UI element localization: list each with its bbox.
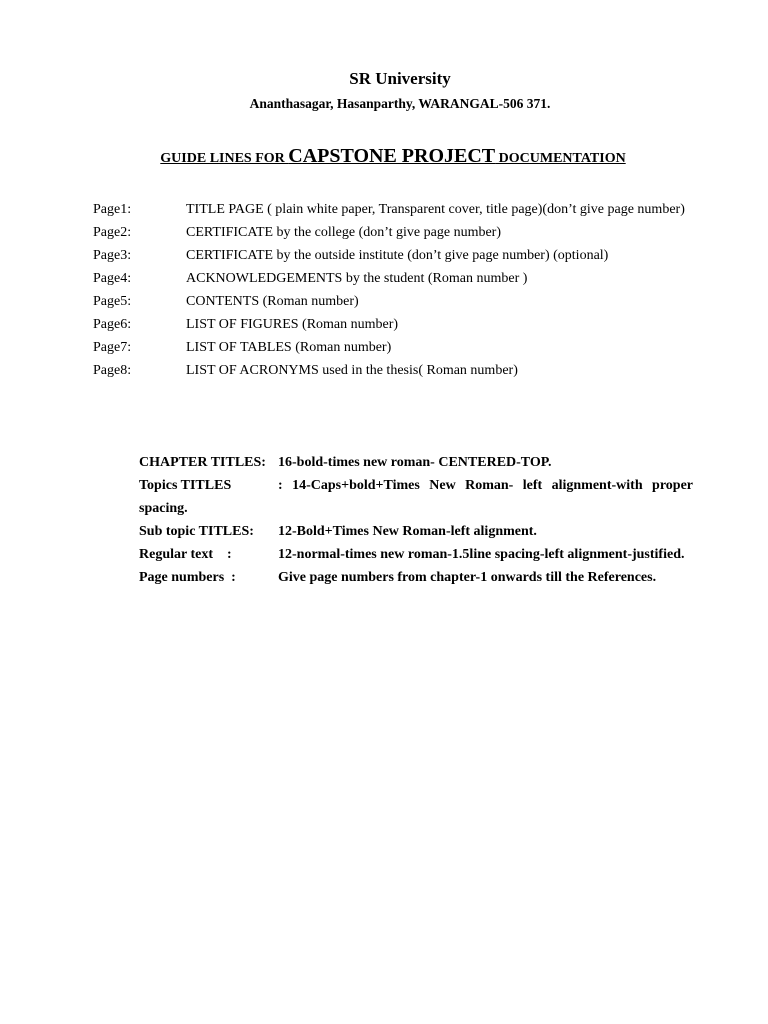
page-label: Page7: [93,340,132,355]
page-row [93,267,693,290]
page-description: TITLE PAGE ( plain white paper, Transparent cover, title page)(don’t give page number) [186,202,685,217]
page-row [93,313,693,336]
page-label: Page1: [93,202,132,217]
heading-main: CAPSTONE PROJECT [288,145,496,167]
page-row [93,221,693,244]
university-name: SR University [349,69,451,88]
page-label: Page5: [93,294,132,309]
page-label: Page8: [93,363,132,378]
page-row [93,244,693,267]
page-description: LIST OF TABLES (Roman number) [186,340,392,355]
page-row [93,359,693,382]
spec-row [139,474,693,520]
page-row [93,198,693,221]
page-description: CERTIFICATE by the outside institute (don’t give page number) (optional) [186,248,609,263]
spec-value: 12-Bold+Times New Roman-left alignment. [278,524,537,539]
page-row [93,336,693,359]
spec-label: Topics TITLES [139,478,232,493]
page-description: LIST OF FIGURES (Roman number) [186,317,399,332]
spec-row [139,543,693,566]
page-label: Page4: [93,271,132,286]
heading-prefix: GUIDE LINES FOR [160,151,289,166]
spec-row [139,520,693,543]
spec-label: CHAPTER TITLES: [139,455,266,470]
spec-value: Give page numbers from chapter-1 onwards till the References. [278,570,657,585]
document-heading [0,145,768,168]
page-label: Page3: [93,248,132,263]
page-description: LIST OF ACRONYMS used in the thesis( Roman number) [186,363,518,378]
spec-row [139,451,693,474]
heading-suffix: DOCUMENTATION [495,151,626,166]
spec-label: Page numbers : [139,570,236,585]
page-label: Page6: [93,317,132,332]
spec-label: Sub topic TITLES: [139,524,254,539]
formatting-specs [139,451,693,589]
page-description: CONTENTS (Roman number) [186,294,359,309]
page-row [93,290,693,313]
university-address: Ananthasagar, Hasanparthy, WARANGAL-506 371. [249,96,551,111]
spec-label: Regular text : [139,547,232,562]
page-description: CERTIFICATE by the college (don’t give page number) [186,225,501,240]
spec-value: 16-bold-times new roman- CENTERED-TOP. [278,455,552,470]
spec-row [139,566,693,589]
page-description: ACKNOWLEDGEMENTS by the student (Roman number ) [186,271,528,286]
spec-value: 12-normal-times new roman-1.5line spacing-left alignment-justified. [278,547,685,562]
page-label: Page2: [93,225,132,240]
spec-value: : 14-Caps+bold+Times New Roman- left alignment-with proper spacing. [139,478,693,516]
page-order-list [93,198,693,382]
